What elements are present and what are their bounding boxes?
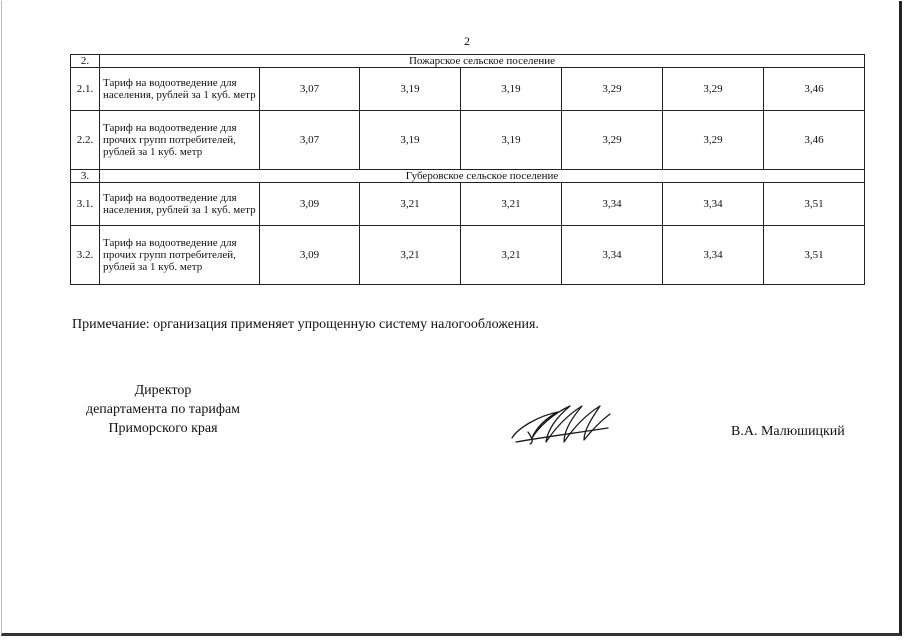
tariff-value: 3,21 bbox=[360, 183, 461, 226]
row-number: 2.2. bbox=[71, 111, 100, 170]
table-section-row bbox=[71, 170, 865, 183]
tariff-value: 3,46 bbox=[764, 68, 865, 111]
section-number: 3. bbox=[71, 170, 100, 183]
signer-title-line: Приморского края bbox=[108, 421, 218, 436]
tariff-value: 3,19 bbox=[461, 68, 562, 111]
row-number: 2.1. bbox=[71, 68, 100, 111]
tariff-value: 3,09 bbox=[260, 226, 360, 285]
table-row bbox=[71, 183, 865, 226]
table-section-row bbox=[71, 55, 865, 68]
signer-title-line: Директор bbox=[134, 383, 192, 398]
row-description: Тариф на водоотведение для населения, рублей за 1 куб. метр bbox=[100, 183, 260, 226]
tariff-value: 3,07 bbox=[260, 68, 360, 111]
tariff-value: 3,34 bbox=[663, 226, 764, 285]
tariff-value: 3,46 bbox=[764, 111, 865, 170]
tariff-value: 3,21 bbox=[461, 183, 562, 226]
row-description: Тариф на водоотведение для прочих групп потребителей, рублей за 1 куб. метр bbox=[100, 226, 260, 285]
tariff-value: 3,19 bbox=[360, 111, 461, 170]
tariff-value: 3,29 bbox=[562, 111, 663, 170]
tariff-value: 3,34 bbox=[562, 183, 663, 226]
tariff-value: 3,19 bbox=[461, 111, 562, 170]
tariff-value: 3,51 bbox=[764, 226, 865, 285]
signer-name: В.А. Малюшицкий bbox=[731, 424, 845, 439]
tariff-value: 3,21 bbox=[360, 226, 461, 285]
row-description: Тариф на водоотведение для населения, рублей за 1 куб. метр bbox=[100, 68, 260, 111]
page-number: 2 bbox=[464, 34, 470, 48]
tariff-value: 3,34 bbox=[562, 226, 663, 285]
section-number: 2. bbox=[71, 55, 100, 68]
tariff-value: 3,09 bbox=[260, 183, 360, 226]
tariff-value: 3,51 bbox=[764, 183, 865, 226]
table-row bbox=[71, 111, 865, 170]
row-number: 3.1. bbox=[71, 183, 100, 226]
row-description: Тариф на водоотведение для прочих групп потребителей, рублей за 1 куб. метр bbox=[100, 111, 260, 170]
tariff-value: 3,34 bbox=[663, 183, 764, 226]
tariff-value: 3,19 bbox=[360, 68, 461, 111]
signer-title-line: департамента по тарифам bbox=[85, 402, 241, 417]
note: Примечание: организация применяет упрощенную систему налогообложения. bbox=[72, 317, 539, 332]
row-number: 3.2. bbox=[71, 226, 100, 285]
signer-title bbox=[70, 381, 256, 438]
table-row bbox=[71, 68, 865, 111]
section-title: Губеровское сельское поселение bbox=[100, 170, 865, 183]
tariff-value: 3,21 bbox=[461, 226, 562, 285]
tariff-value: 3,29 bbox=[663, 68, 764, 111]
tariff-value: 3,29 bbox=[663, 111, 764, 170]
tariff-value: 3,29 bbox=[562, 68, 663, 111]
table-row bbox=[71, 226, 865, 285]
signature-image bbox=[508, 398, 616, 450]
tariff-value: 3,07 bbox=[260, 111, 360, 170]
section-title: Пожарское сельское поселение bbox=[100, 55, 865, 68]
tariff-table bbox=[70, 54, 865, 285]
